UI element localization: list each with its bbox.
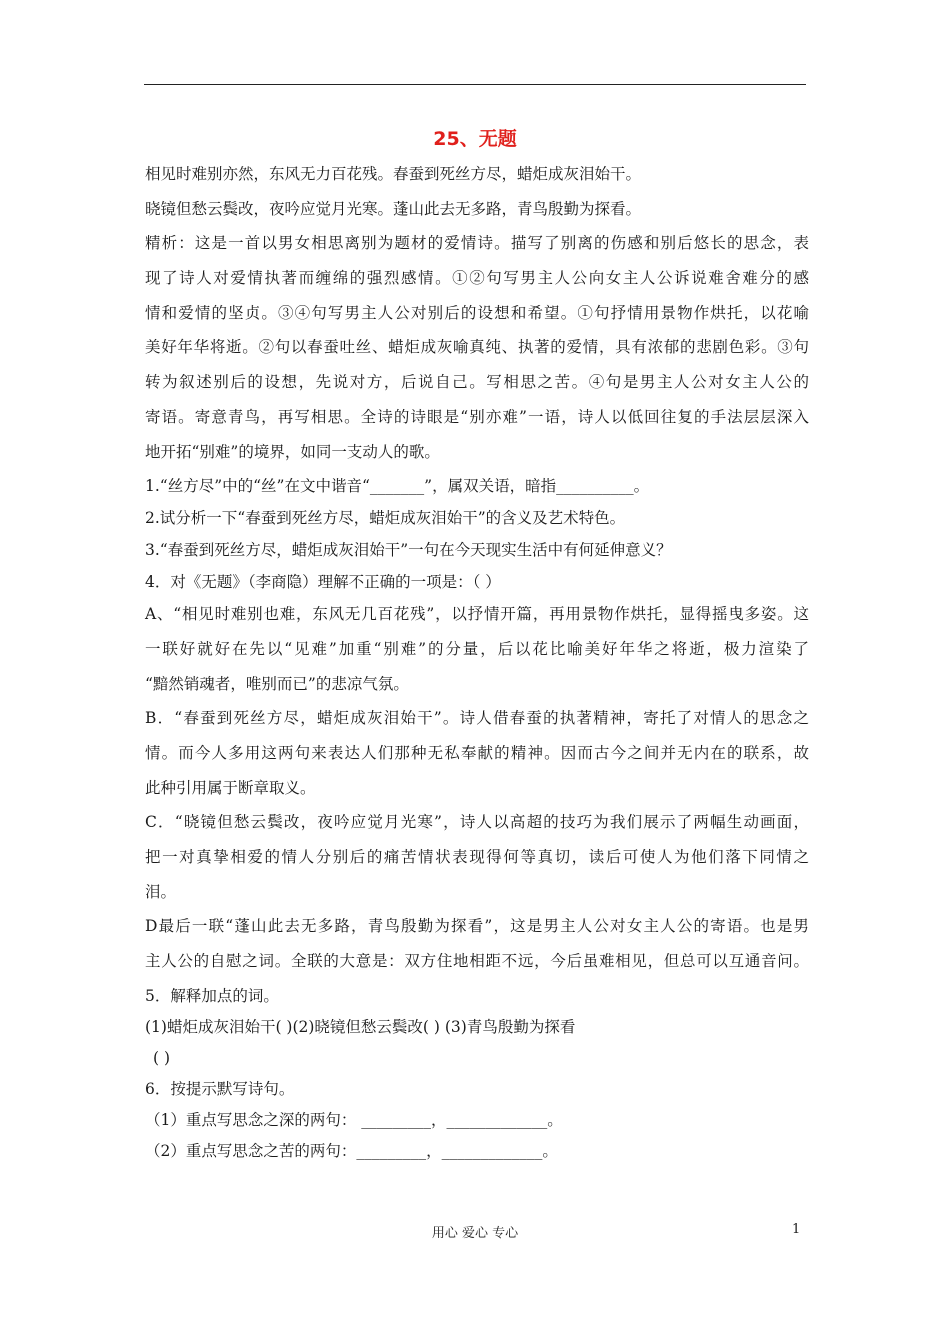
- option-c-line: 泪。: [145, 882, 177, 901]
- analysis-line: 现了诗人对爱情执著而缠绵的强烈感情。①②句写男主人公向女主人公诉说难舍难分的感: [145, 269, 809, 288]
- analysis-line: 转为叙述别后的设想，先说对方，后说自己。写相思之苦。④句是男主人公对女主人公的: [145, 373, 809, 392]
- analysis-line: 美好年华将逝。②句以春蚕吐丝、蜡炬成灰喻真纯、执著的爱情，具有浓郁的悲剧色彩。③句: [145, 338, 809, 357]
- question-6-item: （1）重点写思念之深的两句： _________，_____________。: [145, 1110, 563, 1129]
- question-5-items: [145, 1044, 809, 1075]
- poem-line: 相见时难别亦然，东风无力百花残。春蚕到死丝方尽，蜡炬成灰泪始干。: [145, 165, 642, 183]
- option-d-line: 主人公的自慰之词。全联的大意是：双方住地相距不远，今后虽难相见，但总可以互通音问。: [145, 952, 809, 971]
- document-body: [145, 160, 809, 1168]
- analysis-line: 寄语。寄意青鸟，再写相思。全诗的诗眼是“别亦难”一语，诗人以低回往复的手法层层深入: [145, 407, 809, 426]
- question-5: 5．解释加点的词。: [145, 986, 279, 1005]
- question-6: 6．按提示默写诗句。: [145, 1079, 295, 1098]
- option-b-line: 情。而今人多用这两句来表达人们那种无私奉献的精神。因而古今之间并无内在的联系，故: [145, 743, 809, 762]
- header-rule: [144, 84, 806, 85]
- option-b-line: B．“春蚕到死丝方尽，蜡炬成灰泪始干”。诗人借春蚕的执著精神，寄托了对情人的思念之: [145, 709, 809, 728]
- analysis-line: 地开拓“别难”的境界，如同一支动人的歌。: [145, 442, 440, 461]
- option-a-line: A、“相见时难别也难，东风无几百花残”，以抒情开篇，再用景物作烘托，显得摇曳多姿。这: [145, 605, 809, 624]
- analysis-line: 情和爱情的坚贞。③④句写男主人公对别后的设想和希望。①句抒情用景物作烘托，以花喻: [145, 303, 809, 322]
- page-title: 25、无题: [433, 128, 517, 150]
- option-b-line: 此种引用属于断章取义。: [145, 778, 316, 797]
- footer-motto: 用心 爱心 专心: [431, 1226, 519, 1241]
- page-number: 1: [792, 1222, 801, 1237]
- option-c-line: C．“晓镜但愁云鬓改，夜吟应觉月光寒”，诗人以高超的技巧为我们展示了两幅生动画面，: [145, 813, 809, 832]
- question-5-blank: ( ): [153, 1048, 171, 1067]
- question-1: 1.“丝方尽”中的“丝”在文中谐音“_______”，属双关语，暗指__________。: [145, 477, 650, 496]
- analysis-line: 精析：这是一首以男女相思离别为题材的爱情诗。描写了别离的伤感和别后悠长的思念，表: [145, 234, 809, 253]
- option-a-line: “黯然销魂者，唯别而已”的悲凉气氛。: [145, 674, 409, 693]
- question-4: 4．对《无题》（李商隐）理解不正确的一项是：（ ）: [145, 573, 501, 592]
- question-5-items: (1)蜡炬成灰泪始干( )(2)晓镜但愁云鬓改( ) (3)青鸟殷勤为探看: [145, 1017, 576, 1036]
- option-a-line: 一联好就好在先以“见难”加重“别难”的分量，后以花比喻美好年华之将逝，极力渲染了: [145, 639, 809, 658]
- poem-line: 晓镜但愁云鬓改，夜吟应觉月光寒。蓬山此去无多路，青鸟殷勤为探看。: [145, 199, 642, 218]
- option-d-line: D最后一联“蓬山此去无多路，青鸟殷勤为探看”，这是男主人公对女主人公的寄语。也是男: [145, 917, 809, 936]
- question-6-item: （2）重点写思念之苦的两句：_________，_____________。: [145, 1141, 558, 1160]
- question-3: 3.“春蚕到死丝方尽，蜡炬成灰泪始干”一句在今天现实生活中有何延伸意义？: [145, 541, 672, 560]
- option-c-line: 把一对真挚相爱的情人分别后的痛苦情状表现得何等真切，读后可使人为他们落下同情之: [145, 848, 809, 866]
- question-2: 2.试分析一下“春蚕到死丝方尽，蜡炬成灰泪始干”的含义及艺术特色。: [145, 509, 626, 528]
